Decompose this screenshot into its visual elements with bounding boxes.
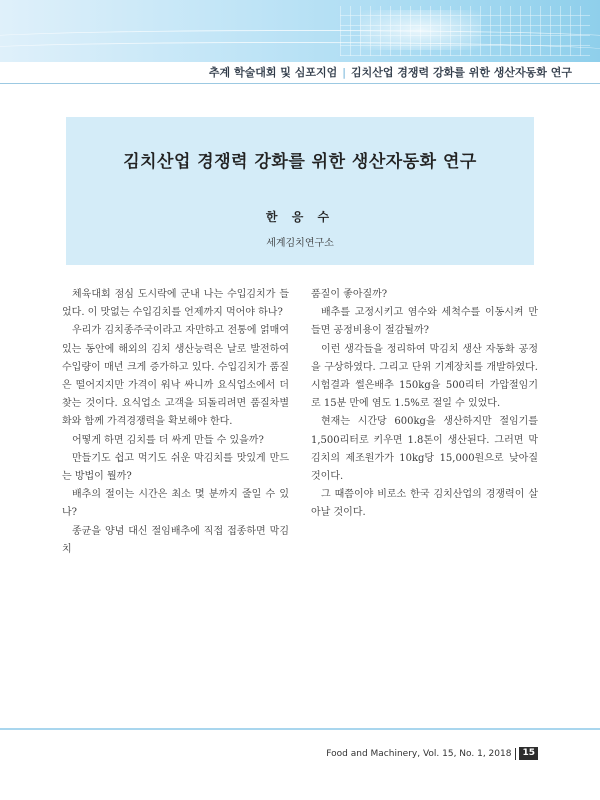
running-title: 김치산업 경쟁력 강화를 위한 생산자동화 연구	[350, 66, 572, 79]
footer-divider	[515, 748, 516, 760]
paragraph: 그 때쯤이야 비로소 한국 김치산업의 경쟁력이 살아날 것이다.	[311, 489, 538, 519]
paragraph: 어떻게 하면 김치를 더 싸게 만들 수 있을까?	[72, 434, 264, 446]
paragraph: 체육대회 점심 도시락에 군내 나는 수입김치가 들었다. 이 맛없는 수입김치를 언제까지 먹어야 하나?	[62, 289, 289, 319]
paragraph: 종균을 양념 대신 절임배추에 직접 접종하면 막김치	[62, 525, 289, 555]
paragraph: 만들기도 쉽고 먹기도 쉬운 막김치를 맛있게 만드는 방법이 뭘까?	[62, 452, 289, 483]
paragraph: 이런 생각들을 정리하여 막김치 생산 자동화 공정을 구상하였다. 그리고 단위 기계장치를 개발하였다. 시험결과 썰은배추 150kg을 500리터 가압절임기로 15분 만에 염도 1.5%로 절일 수 있었다.	[311, 343, 538, 410]
author-affiliation: 세계김치연구소	[266, 238, 334, 249]
body-column-left	[62, 286, 289, 559]
journal-section: 추계 학술대회 및 심포지엄	[208, 66, 338, 79]
running-header	[0, 62, 600, 84]
footer-citation: Food and Machinery, Vol. 15, No. 1, 2018	[326, 749, 512, 759]
header-separator: |	[342, 66, 346, 79]
body-column-right	[311, 286, 538, 523]
paragraph: 우리가 김치종주국이라고 자만하고 전통에 얽매여 있는 동안에 해외의 김치 생산능력은 날로 발전하여 수입량이 매년 크게 증가하고 있다. 수입김치가 품질은 떨어지지만 가격이 워낙 싸니까 요식업소에서 더 찾는 것이다. 요식업소 고객을 되돌리려면 품질차별화와 함께 가격경쟁력을 확보해야 한다.	[62, 325, 289, 428]
page-footer	[326, 747, 538, 761]
paragraph: 현재는 시간당 600kg을 생산하지만 절임기를 1,500리터로 키우면 1.8톤이 생산된다. 그러면 막김치의 제조원가가 10kg당 15,000원으로 낮아질 것이다.	[311, 416, 538, 483]
footer-rule	[0, 728, 600, 730]
paragraph: 배추를 고정시키고 염수와 세척수를 이동시켜 만들면 공정비용이 절감될까?	[311, 307, 538, 337]
title-box	[66, 117, 534, 265]
author-name: 한 응 수	[265, 210, 335, 224]
page-number: 15	[519, 747, 538, 760]
article-title: 김치산업 경쟁력 강화를 위한 생산자동화 연구	[123, 152, 477, 172]
paragraph: 품질이 좋아질까?	[311, 289, 388, 300]
top-banner	[0, 0, 600, 62]
paragraph: 배추의 절이는 시간은 최소 몇 분까지 줄일 수 있나?	[62, 489, 289, 519]
banner-wave	[0, 42, 600, 61]
